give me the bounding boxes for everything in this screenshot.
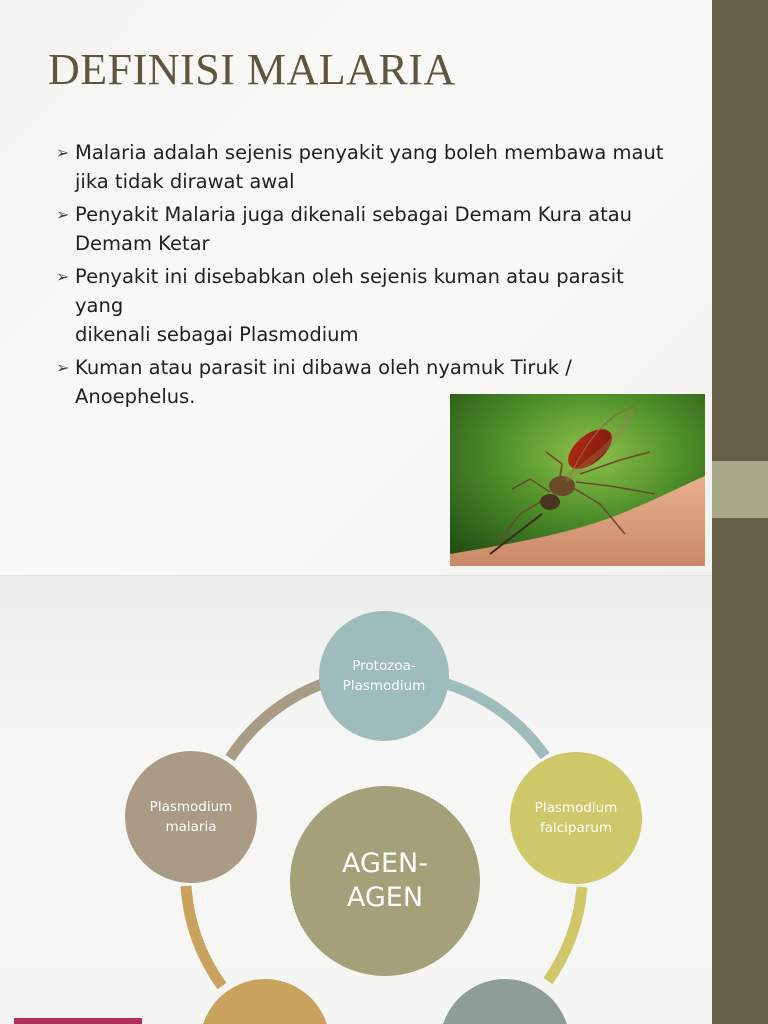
- center-label: AGEN: [346, 882, 424, 913]
- sidebar-accent-block: [712, 461, 768, 518]
- node-label: Plasmodium: [342, 678, 426, 694]
- bullet-line: jika tidak dirawat awal: [75, 170, 295, 193]
- bullet-list: [56, 138, 666, 415]
- node-label: Plasmodium: [149, 799, 233, 815]
- cycle-node-protozoa: [319, 611, 449, 741]
- bullet-line: Malaria adalah sejenis penyakit yang boleh membawa maut: [75, 141, 664, 164]
- node-label: malaria: [165, 819, 217, 835]
- slide-title: DEFINISI MALARIA: [48, 45, 456, 94]
- arrow-bullet-icon: ➢: [56, 205, 70, 224]
- bullet-line: Demam Ketar: [75, 232, 210, 255]
- mosquito-photo: [450, 394, 705, 566]
- node-label: Plasmodium: [534, 800, 618, 816]
- bullet-line: Kuman atau parasit ini dibawa oleh nyamuk Tiruk /: [75, 356, 572, 379]
- center-label: AGEN-: [342, 848, 428, 879]
- bullet-line: Penyakit Malaria juga dikenali sebagai Demam Kura atau: [75, 203, 633, 226]
- cycle-node-malaria: [125, 751, 257, 883]
- slide-agen-agen: [0, 576, 712, 1024]
- arrow-bullet-icon: ➢: [56, 143, 70, 162]
- cycle-node-falciparum: [510, 752, 642, 884]
- connector-arc: [548, 887, 582, 981]
- bullet-line: Penyakit ini disebabkan oleh sejenis kuman atau parasit yang: [75, 265, 624, 317]
- node-label: falciparum: [539, 820, 613, 836]
- bullet-line: dikenali sebagai Plasmodium: [75, 323, 359, 346]
- arrow-bullet-icon: ➢: [56, 267, 70, 286]
- connector-arc: [230, 684, 322, 758]
- bullet-item: [56, 262, 666, 349]
- connector-arc: [186, 886, 222, 986]
- connector-arc: [447, 684, 545, 756]
- cycle-center-agen-agen: [290, 786, 480, 976]
- next-slide-thumbnail-edge: [14, 1018, 142, 1024]
- bullet-item: [56, 138, 666, 196]
- node-label: Protozoa-: [352, 658, 416, 674]
- bullet-item: [56, 200, 666, 258]
- arrow-bullet-icon: ➢: [56, 358, 70, 377]
- bullet-line: Anoephelus.: [75, 385, 196, 408]
